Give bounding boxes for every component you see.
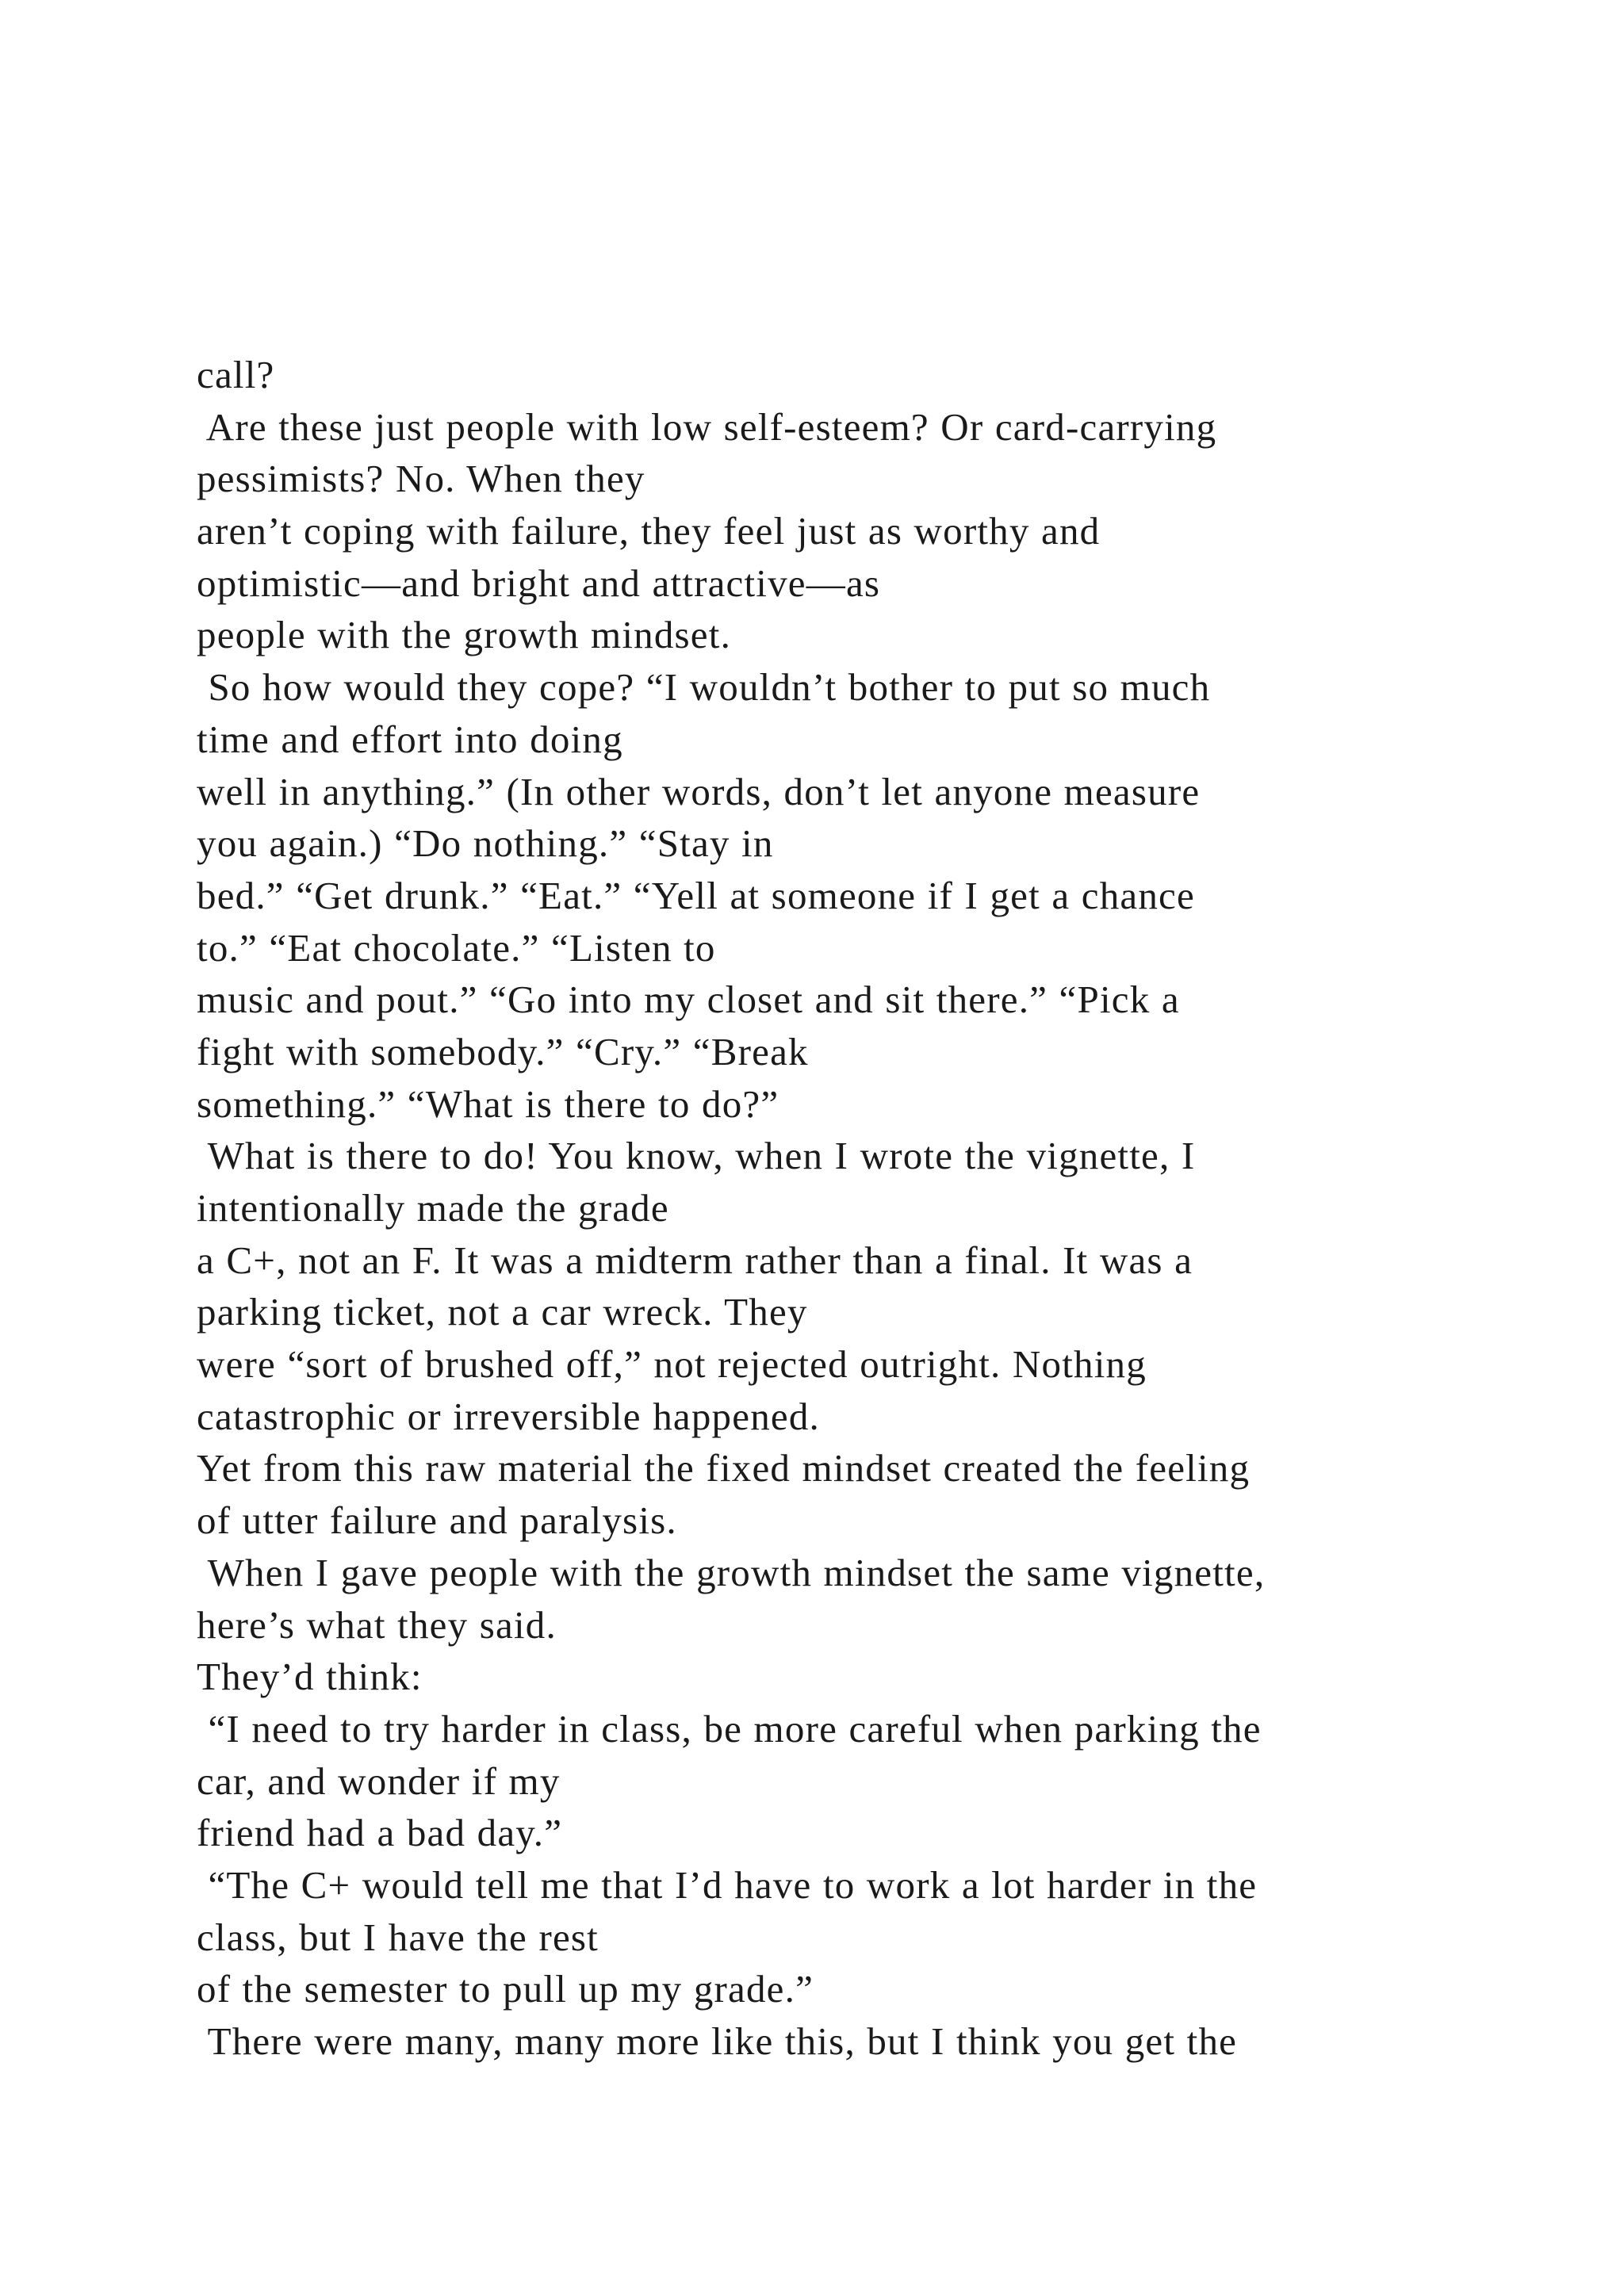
text-line: music and pout.” “Go into my closet and sit there.” “Pick a [197,978,1180,1022]
text-line: When I gave people with the growth mindset the same vignette, [197,1550,1266,1594]
text-line: call? [197,353,275,396]
text-line: Yet from this raw material the fixed mindset created the feeling [197,1446,1251,1490]
text-line: catastrophic or irreversible happened. [197,1394,820,1438]
text-line: you again.) “Do nothing.” “Stay in [197,821,774,866]
text-line: of the semester to pull up my grade.” [197,1967,814,2011]
text-line: of utter failure and paralysis. [197,1498,677,1543]
text-line: people with the growth mindset. [197,613,732,657]
text-line: “The C+ would tell me that I’d have to work a lot harder in the [197,1862,1258,1907]
text-line: pessimists? No. When they [197,457,645,501]
text-line: parking ticket, not a car wreck. They [197,1290,808,1334]
text-line: class, but I have the rest [197,1915,599,1959]
text-line: fight with somebody.” “Cry.” “Break [197,1029,809,1073]
text-line: optimistic—and bright and attractive—as [197,561,881,605]
text-line: There were many, many more like this, but I think you get the [197,2019,1238,2063]
text-line: “I need to try harder in class, be more careful when parking the [197,1706,1262,1751]
body-text [197,349,1481,2068]
text-line: So how would they cope? “I wouldn’t bother to put so much [197,665,1211,710]
text-line: They’d think: [197,1655,423,1699]
text-line: aren’t coping with failure, they feel just as worthy and [197,509,1101,553]
text-line: well in anything.” (In other words, don’t let anyone measure [197,769,1201,813]
text-line: were “sort of brushed off,” not rejected outright. Nothing [197,1342,1147,1387]
text-line: something.” “What is there to do?” [197,1081,779,1126]
text-line: to.” “Eat chocolate.” “Listen to [197,925,716,970]
text-line: bed.” “Get drunk.” “Eat.” “Yell at someone if I get a chance [197,873,1195,917]
text-line: friend had a bad day.” [197,1811,563,1855]
text-line: time and effort into doing [197,717,623,761]
text-line: What is there to do! You know, when I wrote the vignette, I [197,1134,1196,1178]
text-line: here’s what they said. [197,1602,557,1647]
text-line: car, and wonder if my [197,1758,561,1803]
text-line: intentionally made the grade [197,1186,669,1230]
text-line: Are these just people with low self-esteem? Or card-carrying [197,404,1217,449]
text-line: a C+, not an F. It was a midterm rather than a final. It was a [197,1238,1193,1282]
